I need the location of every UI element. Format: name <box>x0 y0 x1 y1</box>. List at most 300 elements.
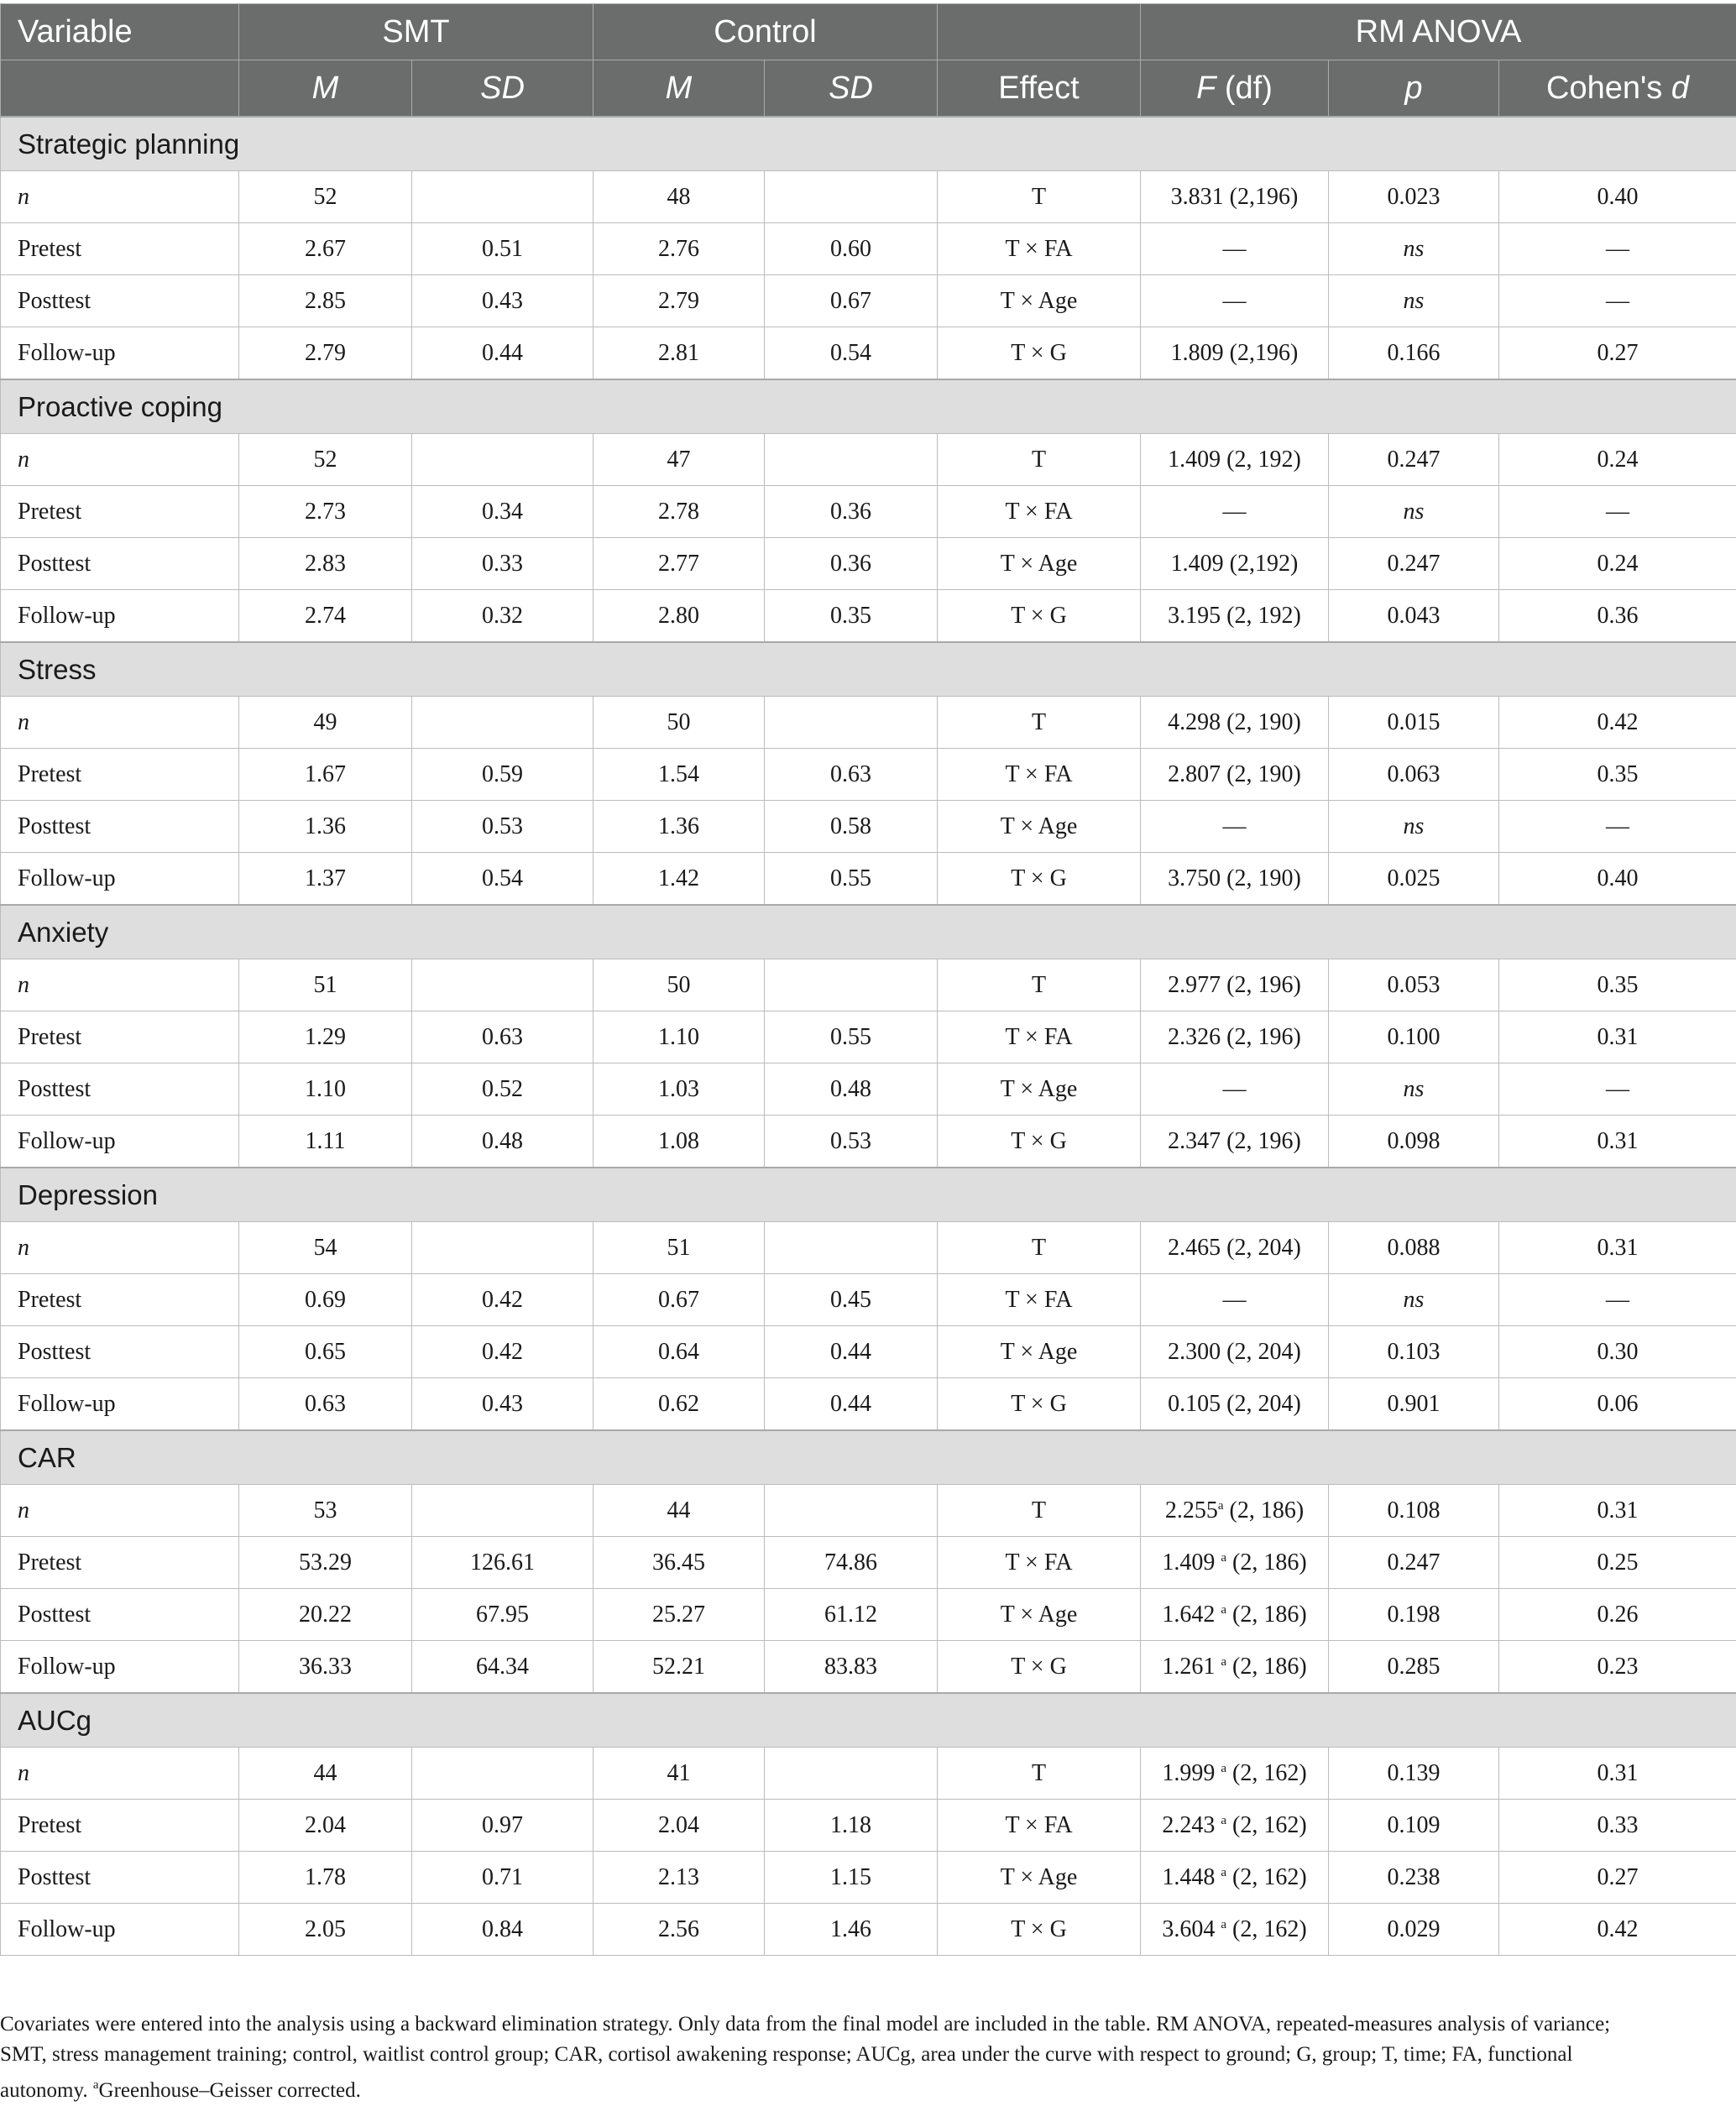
row-label: Follow-up <box>1 853 239 906</box>
cohens-d-cell: 0.35 <box>1499 959 1736 1011</box>
df-value: (2, 186) <box>1226 1602 1307 1628</box>
f-df-cell <box>1141 1800 1329 1852</box>
smt-sd-cell <box>412 171 593 223</box>
row-label: n <box>1 434 239 486</box>
smt-mean-cell: 52 <box>239 434 412 486</box>
p-value-cell: ns <box>1329 275 1499 327</box>
smt-sd-cell <box>412 1485 593 1537</box>
smt-sd-cell: 126.61 <box>412 1537 593 1589</box>
cohens-d-cell: 0.23 <box>1499 1641 1736 1694</box>
f-value: — <box>1223 236 1247 262</box>
row-label: Pretest <box>1 486 239 538</box>
p-value-cell: 0.139 <box>1329 1748 1499 1800</box>
f-df-cell <box>1141 1589 1329 1641</box>
p-value-cell: ns <box>1329 801 1499 853</box>
effect-cell: T × Age <box>938 1852 1141 1904</box>
control-mean-cell: 47 <box>593 434 765 486</box>
header-cohens: Cohen's <box>1546 71 1662 106</box>
section-title: CAR <box>1 1430 1736 1485</box>
table-row <box>1 749 1736 801</box>
row-label: n <box>1 171 239 223</box>
p-value-cell: ns <box>1329 486 1499 538</box>
smt-mean-cell: 1.37 <box>239 853 412 906</box>
table-row <box>1 1011 1736 1063</box>
control-sd-cell: 0.48 <box>765 1063 938 1116</box>
effect-cell: T × G <box>938 590 1141 643</box>
control-sd-cell: 1.15 <box>765 1852 938 1904</box>
f-value: 1.409 (2,192) <box>1171 551 1299 577</box>
row-label: Follow-up <box>1 1378 239 1431</box>
f-value: 2.326 (2, 196) <box>1168 1024 1301 1050</box>
cohens-d-cell: 0.31 <box>1499 1011 1736 1063</box>
row-label: Pretest <box>1 1537 239 1589</box>
table-row <box>1 538 1736 590</box>
effect-cell: T × Age <box>938 275 1141 327</box>
smt-sd-cell <box>412 697 593 749</box>
effect-cell: T × G <box>938 1116 1141 1168</box>
table-row <box>1 590 1736 643</box>
cohens-d-cell: — <box>1499 1063 1736 1116</box>
f-df-cell <box>1141 486 1329 538</box>
df-value: (2, 162) <box>1226 1760 1307 1786</box>
p-value-cell: 0.247 <box>1329 1537 1499 1589</box>
control-mean-cell: 1.10 <box>593 1011 765 1063</box>
section-header-row <box>1 379 1736 434</box>
f-value: 3.750 (2, 190) <box>1168 865 1301 891</box>
smt-mean-cell: 2.74 <box>239 590 412 643</box>
control-mean-cell: 36.45 <box>593 1537 765 1589</box>
control-mean-cell: 0.67 <box>593 1274 765 1326</box>
effect-cell: T × G <box>938 1378 1141 1431</box>
f-df-cell <box>1141 1904 1329 1956</box>
control-mean-cell: 48 <box>593 171 765 223</box>
control-sd-cell: 0.36 <box>765 538 938 590</box>
cohens-d-cell: 0.31 <box>1499 1222 1736 1274</box>
row-label: n <box>1 959 239 1011</box>
footnote-superscript: a <box>93 2078 99 2092</box>
effect-cell: T × FA <box>938 1274 1141 1326</box>
control-mean-cell: 50 <box>593 697 765 749</box>
f-value: 1.809 (2,196) <box>1171 340 1299 366</box>
f-df-cell <box>1141 171 1329 223</box>
f-df-cell <box>1141 697 1329 749</box>
cohens-d-cell: 0.27 <box>1499 327 1736 380</box>
section-title: Strategic planning <box>1 117 1736 171</box>
smt-sd-cell: 0.44 <box>412 327 593 380</box>
control-sd-cell: 0.53 <box>765 1116 938 1168</box>
f-df-cell <box>1141 1852 1329 1904</box>
control-mean-cell: 0.64 <box>593 1326 765 1378</box>
effect-cell: T <box>938 1485 1141 1537</box>
f-value: 0.105 (2, 204) <box>1168 1391 1301 1417</box>
row-label: Follow-up <box>1 1904 239 1956</box>
table-row <box>1 1063 1736 1116</box>
f-value: 2.807 (2, 190) <box>1168 761 1301 787</box>
header-variable: Variable <box>1 4 239 60</box>
table-row <box>1 1852 1736 1904</box>
f-df-cell <box>1141 853 1329 906</box>
section-title: Proactive coping <box>1 379 1736 434</box>
smt-mean-cell: 2.04 <box>239 1800 412 1852</box>
df-value: (2, 186) <box>1226 1549 1307 1576</box>
table-row <box>1 1326 1736 1378</box>
control-sd-cell: 1.46 <box>765 1904 938 1956</box>
cohens-d-cell: — <box>1499 275 1736 327</box>
header-effect: Effect <box>938 60 1141 118</box>
control-sd-cell: 0.54 <box>765 327 938 380</box>
section-header-row <box>1 1168 1736 1222</box>
greenhouse-geisser-marker: a <box>1221 1866 1226 1879</box>
control-mean-cell: 44 <box>593 1485 765 1537</box>
control-mean-cell: 1.03 <box>593 1063 765 1116</box>
control-sd-cell <box>765 434 938 486</box>
smt-sd-cell: 0.53 <box>412 801 593 853</box>
f-df-cell <box>1141 590 1329 643</box>
effect-cell: T × FA <box>938 486 1141 538</box>
smt-mean-cell: 1.10 <box>239 1063 412 1116</box>
smt-sd-cell: 0.59 <box>412 749 593 801</box>
smt-mean-cell: 51 <box>239 959 412 1011</box>
f-value: 2.300 (2, 204) <box>1168 1339 1301 1365</box>
control-mean-cell: 1.54 <box>593 749 765 801</box>
effect-cell: T × G <box>938 327 1141 380</box>
smt-sd-cell: 0.42 <box>412 1326 593 1378</box>
control-sd-cell: 0.45 <box>765 1274 938 1326</box>
cohens-d-cell: — <box>1499 801 1736 853</box>
greenhouse-geisser-marker: a <box>1218 1499 1224 1513</box>
control-mean-cell: 2.80 <box>593 590 765 643</box>
cohens-d-cell: 0.42 <box>1499 1904 1736 1956</box>
control-mean-cell: 50 <box>593 959 765 1011</box>
cohens-d-cell: 0.36 <box>1499 590 1736 643</box>
control-sd-cell: 0.35 <box>765 590 938 643</box>
f-df-cell <box>1141 223 1329 275</box>
f-value: 1.409 (2, 192) <box>1168 447 1301 473</box>
effect-cell: T × Age <box>938 1063 1141 1116</box>
smt-mean-cell: 20.22 <box>239 1589 412 1641</box>
cohens-d-cell: 0.31 <box>1499 1485 1736 1537</box>
cohens-d-cell: 0.24 <box>1499 538 1736 590</box>
footnote-line: SMT, stress management training; control, waitlist control group; CAR, cortisol awakening response; AUCg, area under the curve with respect to ground; G, group; T, time; FA, functional <box>0 2040 1712 2070</box>
footnote-text: autonomy. <box>0 2079 93 2102</box>
table-row <box>1 223 1736 275</box>
p-value-cell: 0.247 <box>1329 538 1499 590</box>
effect-cell: T <box>938 959 1141 1011</box>
section-title: Depression <box>1 1168 1736 1222</box>
p-value-cell: 0.088 <box>1329 1222 1499 1274</box>
smt-mean-cell: 2.73 <box>239 486 412 538</box>
smt-mean-cell: 44 <box>239 1748 412 1800</box>
header-p: p <box>1329 60 1499 118</box>
f-value: 2.465 (2, 204) <box>1168 1235 1301 1261</box>
effect-cell: T <box>938 697 1141 749</box>
f-value: — <box>1223 288 1247 314</box>
control-sd-cell <box>765 1222 938 1274</box>
p-value-cell: ns <box>1329 223 1499 275</box>
cohens-d-cell: 0.24 <box>1499 434 1736 486</box>
p-value-cell: 0.103 <box>1329 1326 1499 1378</box>
f-df-cell <box>1141 1274 1329 1326</box>
table-row <box>1 1116 1736 1168</box>
smt-mean-cell: 2.67 <box>239 223 412 275</box>
f-df-cell <box>1141 801 1329 853</box>
f-df-cell <box>1141 1222 1329 1274</box>
control-mean-cell: 2.56 <box>593 1904 765 1956</box>
cohens-d-cell: 0.40 <box>1499 171 1736 223</box>
results-table-container <box>0 3 1736 1956</box>
table-row <box>1 434 1736 486</box>
row-label: n <box>1 1748 239 1800</box>
f-value: 2.977 (2, 196) <box>1168 972 1301 998</box>
header-blank <box>938 4 1141 60</box>
control-sd-cell: 0.60 <box>765 223 938 275</box>
smt-mean-cell: 2.05 <box>239 1904 412 1956</box>
table-row <box>1 275 1736 327</box>
row-label: Posttest <box>1 801 239 853</box>
control-mean-cell: 2.13 <box>593 1852 765 1904</box>
effect-cell: T × Age <box>938 1589 1141 1641</box>
table-row <box>1 1748 1736 1800</box>
f-value: 4.298 (2, 190) <box>1168 709 1301 735</box>
control-sd-cell: 0.55 <box>765 1011 938 1063</box>
p-value-cell: 0.053 <box>1329 959 1499 1011</box>
f-df-cell <box>1141 538 1329 590</box>
control-mean-cell: 2.78 <box>593 486 765 538</box>
effect-cell: T <box>938 1222 1141 1274</box>
p-value-cell: 0.100 <box>1329 1011 1499 1063</box>
p-value-cell: 0.043 <box>1329 590 1499 643</box>
f-df-cell <box>1141 1326 1329 1378</box>
f-df-cell <box>1141 1537 1329 1589</box>
control-mean-cell: 1.36 <box>593 801 765 853</box>
table-footnote <box>0 2009 1712 2106</box>
cohens-d-cell: — <box>1499 486 1736 538</box>
f-df-cell <box>1141 1116 1329 1168</box>
f-df-cell <box>1141 327 1329 380</box>
smt-sd-cell <box>412 1748 593 1800</box>
control-mean-cell: 1.42 <box>593 853 765 906</box>
table-row <box>1 959 1736 1011</box>
smt-mean-cell: 54 <box>239 1222 412 1274</box>
f-value: 1.642 <box>1162 1602 1221 1628</box>
f-value: 1.448 <box>1162 1864 1221 1890</box>
effect-cell: T × FA <box>938 1800 1141 1852</box>
control-sd-cell <box>765 959 938 1011</box>
header-control-sd: SD <box>765 60 938 118</box>
cohens-d-cell: — <box>1499 1274 1736 1326</box>
row-label: Follow-up <box>1 1641 239 1694</box>
p-value-cell: 0.247 <box>1329 434 1499 486</box>
row-label: n <box>1 697 239 749</box>
table-row <box>1 1378 1736 1431</box>
table-row <box>1 171 1736 223</box>
effect-cell: T × Age <box>938 538 1141 590</box>
effect-cell: T × Age <box>938 801 1141 853</box>
row-label: Pretest <box>1 1274 239 1326</box>
smt-mean-cell: 36.33 <box>239 1641 412 1694</box>
row-label: Pretest <box>1 1800 239 1852</box>
cohens-d-cell: 0.27 <box>1499 1852 1736 1904</box>
greenhouse-geisser-marker: a <box>1221 1655 1226 1669</box>
footnote-text: Greenhouse–Geisser corrected. <box>99 2079 361 2102</box>
effect-cell: T × FA <box>938 1537 1141 1589</box>
f-value: — <box>1223 499 1247 525</box>
f-df-cell <box>1141 749 1329 801</box>
p-value-cell: 0.063 <box>1329 749 1499 801</box>
cohens-d-cell: 0.25 <box>1499 1537 1736 1589</box>
table-row <box>1 697 1736 749</box>
smt-mean-cell: 1.67 <box>239 749 412 801</box>
smt-sd-cell: 0.43 <box>412 275 593 327</box>
greenhouse-geisser-marker: a <box>1221 1762 1226 1775</box>
section-header-row <box>1 1693 1736 1748</box>
p-value-cell: 0.166 <box>1329 327 1499 380</box>
header-df: (df) <box>1225 71 1273 106</box>
table-header <box>1 4 1736 118</box>
df-value: (2, 162) <box>1226 1864 1307 1890</box>
f-df-cell <box>1141 1485 1329 1537</box>
smt-sd-cell: 64.34 <box>412 1641 593 1694</box>
control-sd-cell <box>765 697 938 749</box>
table-row <box>1 1222 1736 1274</box>
control-sd-cell: 0.44 <box>765 1326 938 1378</box>
smt-mean-cell: 1.11 <box>239 1116 412 1168</box>
row-label: Posttest <box>1 1326 239 1378</box>
effect-cell: T <box>938 434 1141 486</box>
f-df-cell <box>1141 1063 1329 1116</box>
greenhouse-geisser-marker: a <box>1221 1603 1226 1617</box>
f-df-cell <box>1141 959 1329 1011</box>
cohens-d-cell: 0.40 <box>1499 853 1736 906</box>
row-label: Pretest <box>1 223 239 275</box>
effect-cell: T × G <box>938 1641 1141 1694</box>
control-sd-cell: 0.36 <box>765 486 938 538</box>
control-mean-cell: 2.76 <box>593 223 765 275</box>
control-mean-cell: 41 <box>593 1748 765 1800</box>
smt-sd-cell: 0.97 <box>412 1800 593 1852</box>
smt-mean-cell: 2.79 <box>239 327 412 380</box>
control-mean-cell: 1.08 <box>593 1116 765 1168</box>
effect-cell: T <box>938 171 1141 223</box>
cohens-d-cell: 0.26 <box>1499 1589 1736 1641</box>
row-label: Posttest <box>1 1063 239 1116</box>
p-value-cell: ns <box>1329 1063 1499 1116</box>
control-mean-cell: 0.62 <box>593 1378 765 1431</box>
header-f: F <box>1196 71 1216 106</box>
table-row <box>1 327 1736 380</box>
smt-mean-cell: 0.65 <box>239 1326 412 1378</box>
smt-sd-cell: 0.52 <box>412 1063 593 1116</box>
smt-sd-cell: 0.48 <box>412 1116 593 1168</box>
p-value-cell: 0.025 <box>1329 853 1499 906</box>
f-value: 2.255 <box>1165 1497 1218 1523</box>
control-mean-cell: 52.21 <box>593 1641 765 1694</box>
control-mean-cell: 2.81 <box>593 327 765 380</box>
header-f-df <box>1141 60 1329 118</box>
smt-sd-cell: 0.71 <box>412 1852 593 1904</box>
row-label: Pretest <box>1 1011 239 1063</box>
smt-sd-cell: 0.54 <box>412 853 593 906</box>
f-df-cell <box>1141 434 1329 486</box>
smt-mean-cell: 1.36 <box>239 801 412 853</box>
row-label: Follow-up <box>1 1116 239 1168</box>
section-header-row <box>1 642 1736 697</box>
effect-cell: T <box>938 1748 1141 1800</box>
p-value-cell: 0.108 <box>1329 1485 1499 1537</box>
table-row <box>1 1537 1736 1589</box>
f-value: 1.409 <box>1162 1549 1221 1576</box>
greenhouse-geisser-marker: a <box>1221 1814 1226 1827</box>
section-header-row <box>1 117 1736 171</box>
smt-sd-cell <box>412 959 593 1011</box>
row-label: n <box>1 1485 239 1537</box>
f-value: 2.347 (2, 196) <box>1168 1128 1301 1154</box>
control-sd-cell: 0.63 <box>765 749 938 801</box>
control-sd-cell: 0.67 <box>765 275 938 327</box>
smt-mean-cell: 0.69 <box>239 1274 412 1326</box>
table-row <box>1 1274 1736 1326</box>
smt-sd-cell: 0.32 <box>412 590 593 643</box>
cohens-d-cell: 0.06 <box>1499 1378 1736 1431</box>
f-df-cell <box>1141 275 1329 327</box>
effect-cell: T × FA <box>938 749 1141 801</box>
row-label: Posttest <box>1 1589 239 1641</box>
smt-sd-cell <box>412 434 593 486</box>
smt-sd-cell <box>412 1222 593 1274</box>
header-control: Control <box>593 4 938 60</box>
header-rm-anova: RM ANOVA <box>1141 4 1736 60</box>
p-value-cell: 0.238 <box>1329 1852 1499 1904</box>
control-sd-cell: 0.44 <box>765 1378 938 1431</box>
table-row <box>1 1485 1736 1537</box>
cohens-d-cell: — <box>1499 223 1736 275</box>
footnote-line <box>0 2070 1712 2106</box>
control-sd-cell: 61.12 <box>765 1589 938 1641</box>
control-sd-cell: 74.86 <box>765 1537 938 1589</box>
effect-cell: T × G <box>938 853 1141 906</box>
smt-sd-cell: 0.84 <box>412 1904 593 1956</box>
df-value: (2, 162) <box>1226 1916 1307 1942</box>
table-row <box>1 801 1736 853</box>
p-value-cell: 0.029 <box>1329 1904 1499 1956</box>
header-cohens-d <box>1499 60 1736 118</box>
df-value: (2, 186) <box>1224 1497 1305 1523</box>
row-label: Posttest <box>1 1852 239 1904</box>
p-value-cell: 0.901 <box>1329 1378 1499 1431</box>
smt-sd-cell: 0.63 <box>412 1011 593 1063</box>
smt-mean-cell: 49 <box>239 697 412 749</box>
f-value: — <box>1223 1287 1247 1313</box>
table-body <box>1 117 1736 1956</box>
table-row <box>1 486 1736 538</box>
table-row <box>1 1589 1736 1641</box>
f-value: 3.604 <box>1162 1916 1221 1942</box>
smt-mean-cell: 0.63 <box>239 1378 412 1431</box>
header-smt-m: M <box>239 60 412 118</box>
results-table <box>0 3 1736 1956</box>
smt-sd-cell: 0.42 <box>412 1274 593 1326</box>
control-mean-cell: 2.04 <box>593 1800 765 1852</box>
row-label: Posttest <box>1 275 239 327</box>
f-df-cell <box>1141 1641 1329 1694</box>
smt-mean-cell: 2.83 <box>239 538 412 590</box>
cohens-d-cell: 0.42 <box>1499 697 1736 749</box>
section-title: Stress <box>1 642 1736 697</box>
p-value-cell: ns <box>1329 1274 1499 1326</box>
p-value-cell: 0.098 <box>1329 1116 1499 1168</box>
effect-cell: T × Age <box>938 1326 1141 1378</box>
smt-mean-cell: 1.29 <box>239 1011 412 1063</box>
